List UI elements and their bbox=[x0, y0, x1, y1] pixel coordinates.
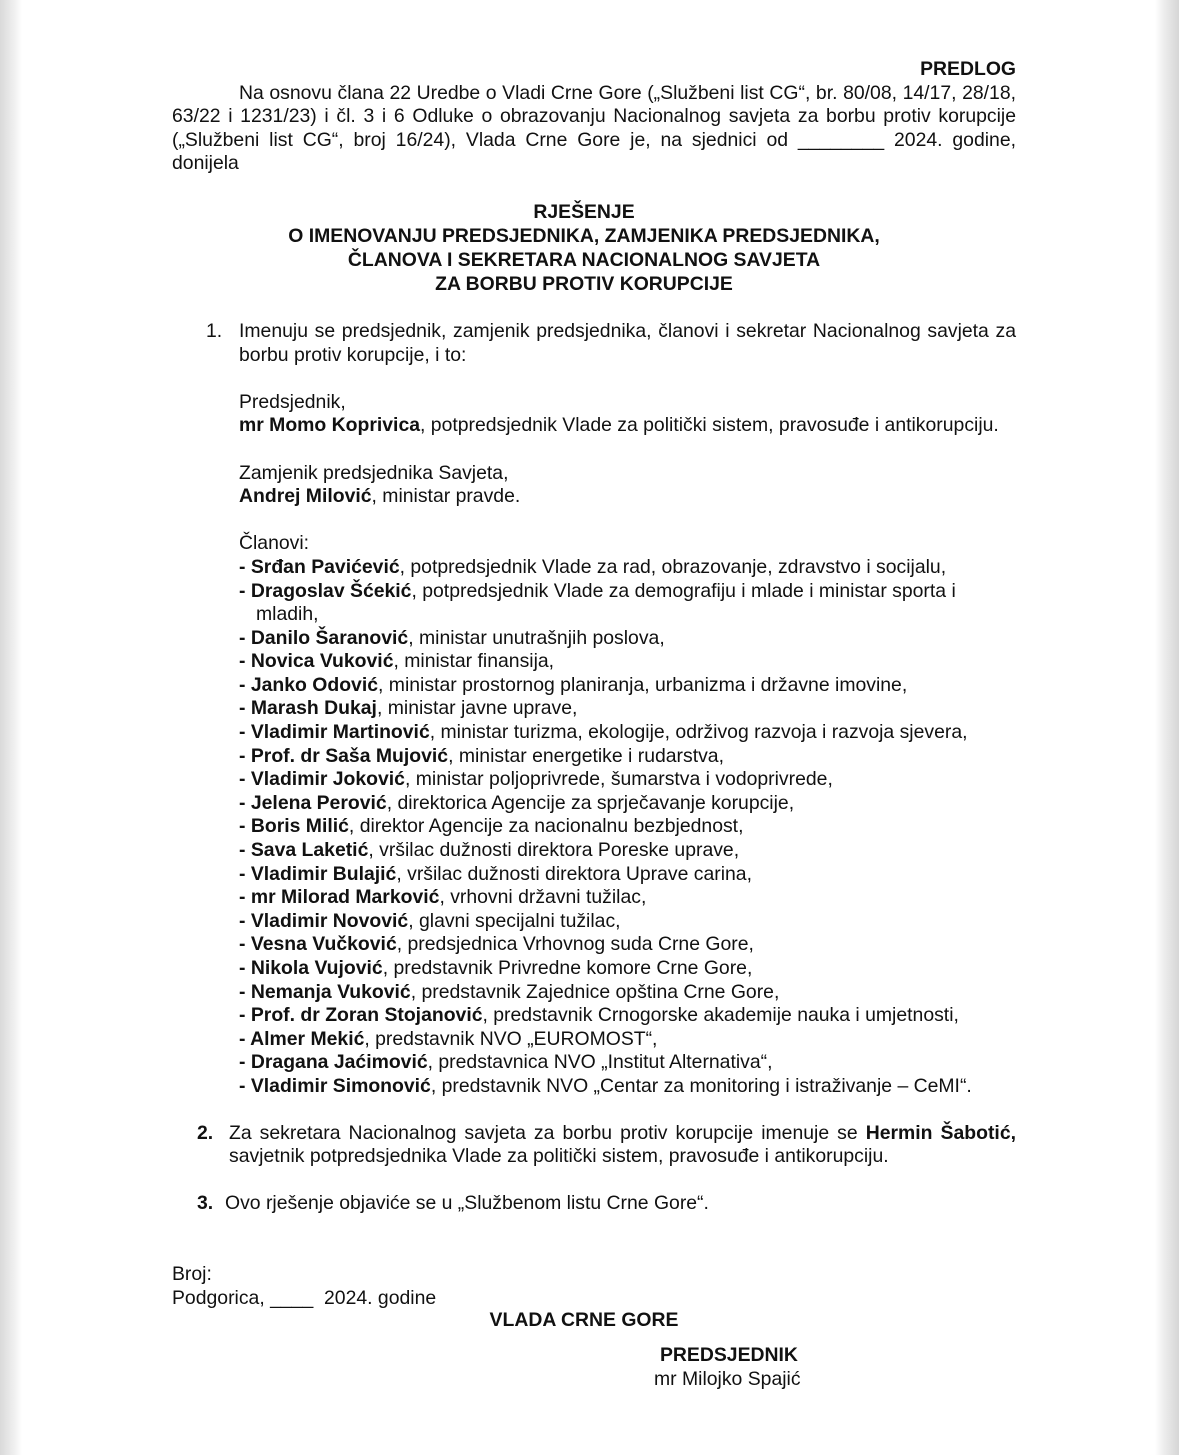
bullet-dash: - bbox=[239, 768, 251, 791]
bullet-dash: - bbox=[239, 815, 251, 838]
member-entry bbox=[239, 957, 1016, 981]
member-entry bbox=[239, 768, 1016, 792]
bullet-dash: - bbox=[239, 1051, 251, 1074]
member-name: Boris Milić bbox=[250, 815, 349, 838]
member-name: Janko Odović bbox=[250, 673, 379, 696]
member-entry bbox=[239, 1004, 1016, 1028]
bullet-dash: - bbox=[239, 909, 251, 932]
member-role: , predstavnik NVO „EUROMOST“, bbox=[364, 1027, 658, 1050]
member-entry bbox=[239, 981, 1016, 1005]
bullet-dash: - bbox=[239, 626, 251, 649]
document-page bbox=[172, 58, 1016, 1404]
member-entry bbox=[239, 839, 1016, 863]
signatory-name: mr Milojko Spajić bbox=[654, 1368, 801, 1391]
item-1-number: 1. bbox=[206, 319, 223, 342]
member-entry bbox=[239, 792, 1016, 816]
member-name: Nikola Vujović bbox=[250, 957, 383, 979]
deputy-label: Zamjenik predsjednika Savjeta, bbox=[239, 461, 509, 484]
member-role: , ministar prostornog planiranja, urbanizma i državne imovine, bbox=[378, 673, 908, 696]
member-role: , predstavnica NVO „Institut Alternativa“, bbox=[427, 1051, 773, 1074]
member-entry bbox=[239, 674, 1016, 698]
member-name: Danilo Šaranović bbox=[250, 626, 409, 649]
bullet-dash: - bbox=[239, 980, 251, 1003]
place-date: Podgorica, ____ 2024. godine bbox=[172, 1286, 437, 1309]
bullet-dash: - bbox=[239, 839, 251, 862]
member-entry bbox=[239, 1028, 1016, 1052]
member-name: Vladimir Novović bbox=[250, 909, 409, 932]
bullet-dash: - bbox=[239, 862, 251, 885]
member-name: Nemanja Vuković bbox=[250, 980, 411, 1003]
member-name: Vesna Vučković bbox=[250, 933, 397, 956]
president-entry bbox=[239, 414, 1016, 438]
deputy-role: , ministar pravde. bbox=[371, 485, 521, 508]
member-role: , glavni specijalni tužilac, bbox=[408, 909, 621, 932]
member-role: , vršilac dužnosti direktora Uprave carina, bbox=[396, 862, 752, 885]
page-shadow-right bbox=[1155, 0, 1179, 1455]
bullet-dash: - bbox=[239, 791, 251, 814]
member-name: Vladimir Bulajić bbox=[250, 862, 397, 885]
member-name: Dragana Jaćimović bbox=[250, 1051, 428, 1074]
bullet-dash: - bbox=[239, 650, 251, 673]
title-line-1: RJEŠENJE bbox=[533, 200, 635, 223]
member-name: Prof. dr Zoran Stojanović bbox=[250, 1004, 483, 1027]
member-name: mr Milorad Marković bbox=[250, 886, 440, 909]
member-role: , predstavnik NVO „Centar za monitoring i istraživanje – CeMI“. bbox=[430, 1074, 972, 1097]
member-name: Vladimir Martinović bbox=[250, 721, 430, 744]
item-1-text: Imenuju se predsjednik, zamjenik predsjednika, članovi i sekretar Nacionalnog savjeta za borbu protiv korupcije, i to: bbox=[239, 319, 1016, 366]
item-3-text: Ovo rješenje objaviće se u „Službenom listu Crne Gore“. bbox=[225, 1191, 709, 1214]
member-entry bbox=[239, 556, 1016, 580]
bullet-dash: - bbox=[239, 886, 251, 909]
title-line-3: ČLANOVA I SEKRETARA NACIONALNOG SAVJETA bbox=[347, 248, 821, 271]
member-role: , direktorica Agencije za sprječavanje korupcije, bbox=[386, 791, 795, 814]
member-name: Srđan Pavićević bbox=[250, 555, 400, 578]
member-entry bbox=[239, 580, 1016, 627]
member-entry bbox=[239, 650, 1016, 674]
member-role: , ministar poljoprivrede, šumarstva i vodoprivrede, bbox=[404, 768, 833, 791]
member-entry bbox=[239, 745, 1016, 769]
member-name: Novica Vuković bbox=[250, 650, 394, 673]
member-entry bbox=[239, 933, 1016, 957]
deputy-entry bbox=[239, 485, 1016, 509]
member-entry bbox=[239, 627, 1016, 651]
member-entry bbox=[239, 815, 1016, 839]
member-entry bbox=[239, 886, 1016, 910]
member-role: , potpredsjednik Vlade za rad, obrazovanje, zdravstvo i socijalu, bbox=[399, 555, 947, 578]
member-role: , vrhovni državni tužilac, bbox=[439, 886, 647, 909]
member-role: , ministar turizma, ekologije, održivog razvoja i razvoja sjevera, bbox=[429, 721, 968, 744]
document-title bbox=[152, 200, 1016, 296]
member-role: , direktor Agencije za nacionalnu bezbjednost, bbox=[348, 815, 744, 838]
member-name: Prof. dr Saša Mujović bbox=[250, 744, 449, 767]
bullet-dash: - bbox=[239, 1027, 251, 1050]
bullet-dash: - bbox=[239, 933, 251, 956]
bullet-dash: - bbox=[239, 1004, 251, 1027]
member-name: Almer Mekić bbox=[250, 1027, 365, 1050]
member-role: , potpredsjednik Vlade za demografiju i mlade i ministar sporta i mladih, bbox=[256, 579, 956, 626]
member-role: , predstavnik Zajednice opština Crne Gore, bbox=[410, 980, 780, 1003]
member-entry bbox=[239, 910, 1016, 934]
member-role: , predsjednica Vrhovnog suda Crne Gore, bbox=[396, 933, 754, 956]
member-role: , predstavnik Privredne komore Crne Gore, bbox=[382, 957, 753, 979]
member-role: , vršilac dužnosti direktora Poreske uprave, bbox=[368, 839, 740, 862]
item-3-number: 3. bbox=[197, 1191, 214, 1214]
bullet-dash: - bbox=[239, 579, 251, 602]
page-shadow-left bbox=[0, 0, 22, 1455]
president-role: , potpredsjednik Vlade za politički sistem, pravosuđe i antikorupciju. bbox=[420, 414, 999, 437]
member-name: Vladimir Simonović bbox=[250, 1074, 431, 1097]
member-role: , ministar finansija, bbox=[393, 650, 555, 673]
bullet-dash: - bbox=[239, 744, 251, 767]
member-role: , ministar javne uprave, bbox=[376, 697, 578, 720]
member-role: , predstavnik Crnogorske akademije nauka i umjetnosti, bbox=[482, 1004, 959, 1027]
secretary-name: Hermin Šabotić, bbox=[865, 1121, 1016, 1144]
member-name: Dragoslav Šćekić bbox=[250, 579, 412, 602]
bullet-dash: - bbox=[239, 555, 251, 578]
member-name: Marash Dukaj bbox=[250, 697, 377, 720]
president-label: Predsjednik, bbox=[239, 390, 346, 413]
member-role: , ministar unutrašnjih poslova, bbox=[408, 626, 665, 649]
signatory-title: PREDSJEDNIK bbox=[660, 1344, 798, 1367]
members-list bbox=[239, 556, 1016, 1099]
item-1 bbox=[206, 319, 1016, 1099]
bullet-dash: - bbox=[239, 721, 251, 744]
member-name: Vladimir Joković bbox=[250, 768, 405, 791]
government-name: VLADA CRNE GORE bbox=[489, 1308, 679, 1331]
proposal-label: PREDLOG bbox=[920, 58, 1016, 80]
member-role: , ministar energetike i rudarstva, bbox=[448, 744, 724, 767]
member-entry bbox=[239, 1051, 1016, 1075]
member-entry bbox=[239, 1075, 1016, 1099]
title-line-2: O IMENOVANJU PREDSJEDNIKA, ZAMJENIKA PREDSJEDNIKA, bbox=[288, 224, 880, 247]
member-entry bbox=[239, 863, 1016, 887]
item-2-number: 2. bbox=[197, 1121, 214, 1144]
bullet-dash: - bbox=[239, 673, 251, 696]
item-2 bbox=[197, 1121, 1016, 1169]
bullet-dash: - bbox=[239, 957, 251, 979]
preamble: Na osnovu člana 22 Uredbe o Vladi Crne Gore („Službeni list CG“, br. 80/08, 14/17, 28/18, 63/22 i 1231/23) i čl. 3 i 6 Odluke o obrazovanju Nacionalnog savjeta za borbu protiv korupcije („Službeni list CG“, broj 16/24), Vlada Crne Gore je, na sjednici od ________ 2024. godine, donijela bbox=[172, 81, 1016, 175]
item-2-rest: savjetnik potpredsjednika Vlade za politički sistem, pravosuđe i antikorupciju. bbox=[229, 1145, 889, 1168]
title-line-4: ZA BORBU PROTIV KORUPCIJE bbox=[435, 272, 733, 295]
member-name: Sava Laketić bbox=[250, 839, 369, 862]
number-label: Broj: bbox=[172, 1263, 212, 1286]
deputy-name: Andrej Milović bbox=[239, 485, 372, 508]
member-name: Jelena Perović bbox=[250, 791, 387, 814]
president-name: mr Momo Koprivica bbox=[239, 414, 421, 437]
bullet-dash: - bbox=[239, 697, 251, 720]
item-3 bbox=[197, 1191, 1016, 1216]
bullet-dash: - bbox=[239, 1074, 251, 1097]
members-label: Članovi: bbox=[239, 532, 310, 555]
item-2-text: Za sekretara Nacionalnog savjeta za borbu protiv korupcije imenuje se bbox=[229, 1121, 866, 1144]
member-entry bbox=[239, 721, 1016, 745]
footer bbox=[172, 1263, 1016, 1404]
member-entry bbox=[239, 697, 1016, 721]
